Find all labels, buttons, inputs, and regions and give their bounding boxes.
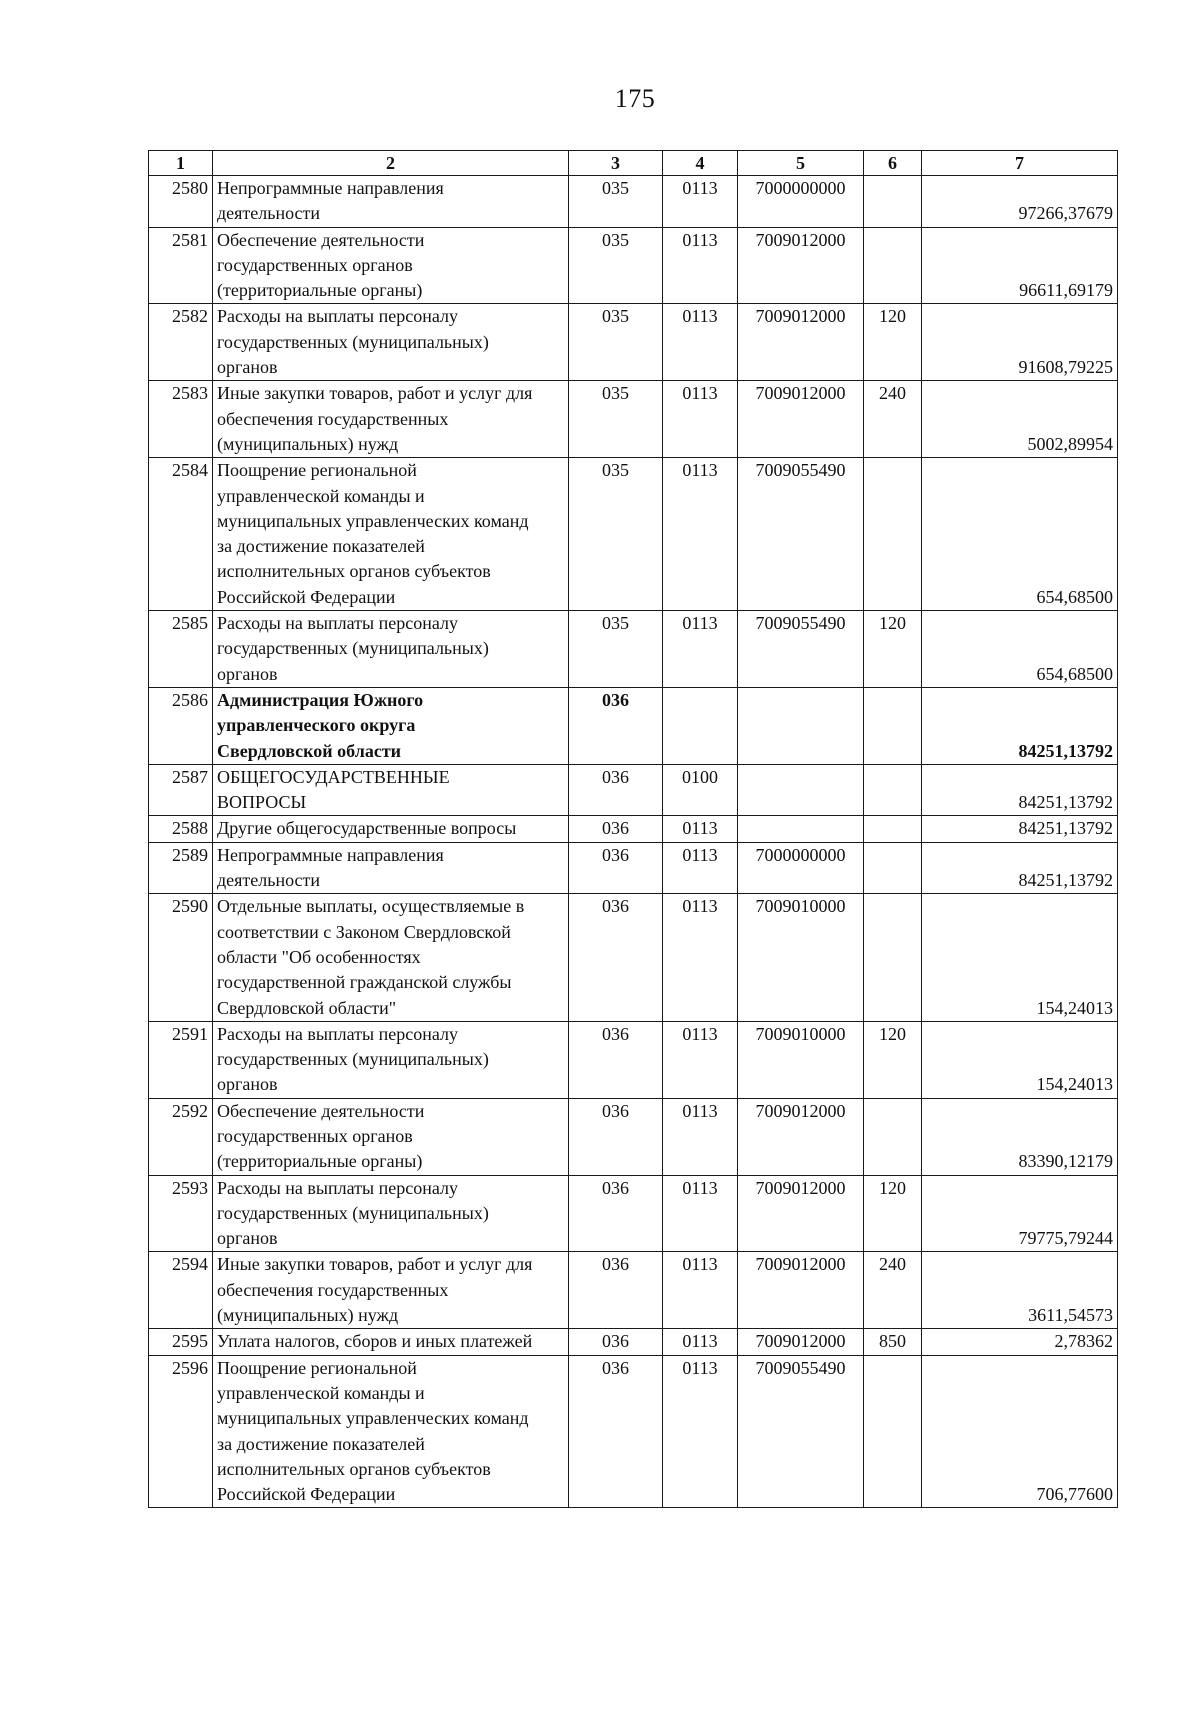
row-col3-text: 035	[602, 229, 629, 250]
row-col4-cell	[663, 458, 738, 611]
row-col3-cell	[569, 764, 663, 816]
row-number-cell	[149, 176, 213, 228]
row-col5-cell	[738, 842, 864, 894]
row-col5-text: 7009012000	[755, 383, 846, 404]
row-name-text: Расходы на выплаты персоналу государственных (муниципальных) органов	[217, 1177, 489, 1249]
row-name-cell	[213, 1355, 569, 1508]
row-col4-cell	[663, 1252, 738, 1329]
row-col3-text: 036	[602, 1357, 629, 1378]
row-number-text: 2590	[172, 896, 208, 917]
row-col4-text: 0113	[682, 383, 718, 404]
row-name-text: Расходы на выплаты персоналу государственных (муниципальных) органов	[217, 306, 489, 378]
table-row	[149, 611, 1118, 688]
row-col4-cell	[663, 764, 738, 816]
row-col6-cell	[864, 176, 922, 228]
row-col4-cell	[663, 1329, 738, 1355]
row-col4-cell	[663, 611, 738, 688]
row-name-cell	[213, 894, 569, 1021]
table-row	[149, 816, 1118, 842]
row-col4-cell	[663, 176, 738, 228]
header-col-5: 5	[738, 151, 864, 176]
table-row	[149, 1252, 1118, 1329]
row-col3-text: 036	[602, 818, 629, 839]
row-col5-text: 7000000000	[755, 844, 846, 865]
row-amount-cell	[922, 894, 1118, 1021]
row-col4-cell	[663, 304, 738, 381]
row-amount-text: 654,68500	[1036, 663, 1113, 684]
row-name-text: Непрограммные направления деятельности	[217, 844, 444, 891]
row-amount-text: 5002,89954	[1027, 433, 1113, 454]
row-col5-cell	[738, 1098, 864, 1175]
row-amount-cell	[922, 842, 1118, 894]
row-amount-text: 84251,13792	[1018, 792, 1113, 813]
row-col3-cell	[569, 458, 663, 611]
row-name-text: Поощрение региональной управленческой команды и муниципальных управленческих команд за достижение показателей исполнительных органов субъектов Российской Федерации	[217, 460, 529, 607]
row-col4-text: 0113	[682, 896, 718, 917]
row-col4-cell	[663, 816, 738, 842]
row-col6-cell	[864, 1355, 922, 1508]
row-col5-cell	[738, 894, 864, 1021]
table-row	[149, 894, 1118, 1021]
row-col3-text: 036	[602, 1254, 629, 1275]
row-amount-text: 96611,69179	[1019, 280, 1113, 301]
row-col6-text: 240	[879, 1254, 906, 1275]
row-col6-cell	[864, 842, 922, 894]
header-col-6: 6	[864, 151, 922, 176]
row-col3-text: 036	[602, 766, 629, 787]
row-col5-cell	[738, 1021, 864, 1098]
row-col3-cell	[569, 894, 663, 1021]
table-row	[149, 1329, 1118, 1355]
row-col3-text: 035	[602, 460, 629, 481]
page-number: 175	[614, 84, 656, 113]
row-col4-text: 0113	[682, 844, 718, 865]
row-amount-text: 706,77600	[1036, 1484, 1113, 1505]
row-name-text: ОБЩЕГОСУДАРСТВЕННЫЕ ВОПРОСЫ	[217, 766, 450, 813]
row-col6-cell	[864, 816, 922, 842]
row-col6-cell	[864, 458, 922, 611]
table-row	[149, 458, 1118, 611]
table-row	[149, 227, 1118, 304]
row-name-text: Администрация Южного управленческого округа Свердловской области	[217, 689, 424, 761]
row-number-text: 2583	[172, 383, 208, 404]
row-col3-cell	[569, 1329, 663, 1355]
row-amount-cell	[922, 764, 1118, 816]
row-name-cell	[213, 1252, 569, 1329]
row-number-text: 2581	[172, 229, 208, 250]
row-col5-text: 7009012000	[755, 306, 846, 327]
row-number-cell	[149, 1252, 213, 1329]
table-row	[149, 1355, 1118, 1508]
row-col4-cell	[663, 842, 738, 894]
row-col3-text: 036	[602, 1331, 629, 1352]
row-col6-text: 120	[879, 613, 906, 634]
row-col4-cell	[663, 1021, 738, 1098]
row-amount-text: 79775,79244	[1018, 1228, 1113, 1249]
row-amount-cell	[922, 1355, 1118, 1508]
row-number-cell	[149, 1098, 213, 1175]
row-name-cell	[213, 458, 569, 611]
header-col-3: 3	[569, 151, 663, 176]
row-number-cell	[149, 227, 213, 304]
row-number-text: 2586	[172, 689, 208, 710]
row-name-cell	[213, 1329, 569, 1355]
row-col3-text: 035	[602, 613, 629, 634]
row-amount-cell	[922, 1098, 1118, 1175]
row-amount-text: 2,78362	[1054, 1331, 1113, 1352]
row-col5-text: 7009012000	[755, 1254, 846, 1275]
row-col3-text: 036	[602, 689, 629, 710]
row-name-cell	[213, 1098, 569, 1175]
row-amount-cell	[922, 176, 1118, 228]
row-amount-text: 91608,79225	[1018, 357, 1113, 378]
row-col3-cell	[569, 687, 663, 764]
row-amount-cell	[922, 1252, 1118, 1329]
table-row	[149, 764, 1118, 816]
row-col5-text: 7009012000	[755, 1331, 846, 1352]
row-number-text: 2585	[172, 613, 208, 634]
row-col5-cell	[738, 764, 864, 816]
row-col3-cell	[569, 227, 663, 304]
row-col4-cell	[663, 687, 738, 764]
row-number-text: 2595	[172, 1331, 208, 1352]
row-name-cell	[213, 764, 569, 816]
row-amount-cell	[922, 611, 1118, 688]
row-number-text: 2584	[172, 460, 208, 481]
row-amount-text: 84251,13792	[1018, 870, 1113, 891]
row-amount-text: 154,24013	[1036, 997, 1113, 1018]
row-col5-cell	[738, 1252, 864, 1329]
row-col5-text: 7009055490	[755, 460, 846, 481]
row-col6-cell	[864, 304, 922, 381]
row-col6-cell	[864, 1098, 922, 1175]
row-name-cell	[213, 816, 569, 842]
row-col6-cell	[864, 611, 922, 688]
row-name-text: Другие общегосударственные вопросы	[217, 818, 517, 839]
row-name-text: Обеспечение деятельности государственных органов (территориальные органы)	[217, 1100, 425, 1172]
row-amount-text: 83390,12179	[1018, 1151, 1113, 1172]
row-name-cell	[213, 176, 569, 228]
row-col6-cell	[864, 1329, 922, 1355]
row-amount-text: 154,24013	[1036, 1074, 1113, 1095]
row-col4-text: 0113	[682, 1100, 718, 1121]
row-col4-cell	[663, 894, 738, 1021]
row-col4-text: 0113	[682, 306, 718, 327]
row-col5-text: 7009012000	[755, 1177, 846, 1198]
row-name-text: Расходы на выплаты персоналу государственных (муниципальных) органов	[217, 1023, 489, 1095]
row-amount-cell	[922, 1021, 1118, 1098]
row-col3-text: 035	[602, 383, 629, 404]
row-number-text: 2587	[172, 766, 208, 787]
row-name-text: Расходы на выплаты персоналу государственных (муниципальных) органов	[217, 613, 489, 684]
row-name-text: Отдельные выплаты, осуществляемые в соответствии с Законом Свердловской области "Об особенностях государственной гражданской службы Свердловской области"	[217, 896, 525, 1018]
row-col5-cell	[738, 1329, 864, 1355]
row-col3-cell	[569, 381, 663, 458]
row-col6-text: 850	[879, 1331, 906, 1352]
row-col6-cell	[864, 1252, 922, 1329]
row-number-cell	[149, 764, 213, 816]
row-name-cell	[213, 1175, 569, 1252]
row-amount-cell	[922, 304, 1118, 381]
row-col6-cell	[864, 687, 922, 764]
row-amount-cell	[922, 381, 1118, 458]
row-number-text: 2593	[172, 1177, 208, 1198]
header-col-1: 1	[149, 151, 213, 176]
row-col4-cell	[663, 227, 738, 304]
row-number-text: 2582	[172, 306, 208, 327]
row-col3-cell	[569, 1252, 663, 1329]
row-col6-text: 120	[879, 306, 906, 327]
row-amount-cell	[922, 1175, 1118, 1252]
row-col5-text: 7009055490	[755, 613, 846, 634]
row-col6-cell	[864, 381, 922, 458]
row-col3-text: 036	[602, 1023, 629, 1044]
row-number-text: 2592	[172, 1100, 208, 1121]
row-col5-cell	[738, 687, 864, 764]
table-row	[149, 1175, 1118, 1252]
row-col3-text: 036	[602, 1177, 629, 1198]
row-col4-text: 0113	[682, 229, 718, 250]
row-name-cell	[213, 842, 569, 894]
row-number-cell	[149, 842, 213, 894]
row-col6-text: 120	[879, 1177, 906, 1198]
row-col3-cell	[569, 304, 663, 381]
row-number-cell	[149, 816, 213, 842]
table-row	[149, 304, 1118, 381]
table-row	[149, 381, 1118, 458]
row-col3-cell	[569, 816, 663, 842]
row-amount-cell	[922, 1329, 1118, 1355]
row-col5-cell	[738, 816, 864, 842]
row-name-text: Непрограммные направления деятельности	[217, 178, 444, 224]
row-col6-cell	[864, 1175, 922, 1252]
row-name-cell	[213, 611, 569, 688]
row-col5-text: 7009010000	[755, 1023, 846, 1044]
row-col3-text: 036	[602, 896, 629, 917]
row-col4-text: 0113	[682, 1177, 718, 1198]
row-col4-text: 0100	[682, 766, 718, 787]
table-row	[149, 687, 1118, 764]
row-amount-text: 84251,13792	[1018, 818, 1113, 839]
table-row	[149, 176, 1118, 228]
row-number-cell	[149, 687, 213, 764]
row-col3-text: 035	[602, 178, 629, 198]
row-col4-text: 0113	[682, 613, 718, 634]
row-number-text: 2588	[172, 818, 208, 839]
row-amount-text: 84251,13792	[1018, 740, 1113, 761]
row-name-cell	[213, 304, 569, 381]
row-col6-cell	[864, 227, 922, 304]
header-col-4: 4	[663, 151, 738, 176]
row-col5-cell	[738, 1355, 864, 1508]
row-col5-text: 7009010000	[755, 896, 846, 917]
row-amount-cell	[922, 816, 1118, 842]
budget-table	[148, 150, 1118, 1508]
row-col4-cell	[663, 1098, 738, 1175]
row-name-text: Поощрение региональной управленческой команды и муниципальных управленческих команд за достижение показателей исполнительных органов субъектов Российской Федерации	[217, 1357, 529, 1505]
row-col3-cell	[569, 1098, 663, 1175]
row-col4-cell	[663, 1175, 738, 1252]
row-name-text: Обеспечение деятельности государственных органов (территориальные органы)	[217, 229, 425, 301]
table-row	[149, 1021, 1118, 1098]
row-amount-text: 97266,37679	[1018, 203, 1113, 224]
row-amount-cell	[922, 227, 1118, 304]
row-col4-cell	[663, 1355, 738, 1508]
row-col3-cell	[569, 1021, 663, 1098]
header-col-2: 2	[213, 151, 569, 176]
row-amount-cell	[922, 687, 1118, 764]
row-col3-cell	[569, 611, 663, 688]
row-amount-text: 654,68500	[1036, 586, 1113, 607]
row-col5-cell	[738, 227, 864, 304]
row-col5-cell	[738, 458, 864, 611]
row-number-text: 2589	[172, 844, 208, 865]
header-col-7: 7	[922, 151, 1118, 176]
row-number-text: 2591	[172, 1023, 208, 1044]
row-col6-text: 240	[879, 383, 906, 404]
row-col5-cell	[738, 381, 864, 458]
row-name-cell	[213, 1021, 569, 1098]
table-row	[149, 1098, 1118, 1175]
row-col6-cell	[864, 894, 922, 1021]
row-col4-text: 0113	[682, 1331, 718, 1352]
row-amount-text: 3611,54573	[1028, 1305, 1113, 1326]
row-col3-text: 035	[602, 306, 629, 327]
row-name-cell	[213, 227, 569, 304]
row-col5-text: 7009012000	[755, 229, 846, 250]
row-number-text: 2596	[172, 1357, 208, 1378]
row-col4-text: 0113	[682, 460, 718, 481]
row-col5-cell	[738, 304, 864, 381]
row-col6-text: 120	[879, 1023, 906, 1044]
row-col5-text: 7000000000	[755, 178, 846, 198]
row-col5-text: 7009012000	[755, 1100, 846, 1121]
row-col4-text: 0113	[682, 1357, 718, 1378]
row-col6-cell	[864, 764, 922, 816]
row-name-text: Уплата налогов, сборов и иных платежей	[217, 1331, 533, 1352]
row-number-text: 2594	[172, 1254, 208, 1275]
row-name-text: Иные закупки товаров, работ и услуг для обеспечения государственных (муниципальных) нужд	[217, 383, 533, 454]
row-col5-cell	[738, 1175, 864, 1252]
row-col4-text: 0113	[682, 818, 718, 839]
row-name-cell	[213, 687, 569, 764]
row-col4-text: 0113	[682, 1254, 718, 1275]
row-col5-text: 7009055490	[755, 1357, 846, 1378]
row-number-cell	[149, 1175, 213, 1252]
row-name-text: Иные закупки товаров, работ и услуг для обеспечения государственных (муниципальных) нужд	[217, 1254, 533, 1326]
row-number-cell	[149, 458, 213, 611]
row-col3-cell	[569, 1355, 663, 1508]
row-amount-cell	[922, 458, 1118, 611]
row-col5-cell	[738, 176, 864, 228]
row-col4-text: 0113	[682, 1023, 718, 1044]
table-header-row	[149, 151, 1118, 176]
row-number-text: 2580	[172, 178, 208, 198]
table-row	[149, 842, 1118, 894]
row-number-cell	[149, 1329, 213, 1355]
row-col3-cell	[569, 842, 663, 894]
row-col3-cell	[569, 176, 663, 228]
row-number-cell	[149, 611, 213, 688]
row-col3-cell	[569, 1175, 663, 1252]
row-col3-text: 036	[602, 1100, 629, 1121]
row-col5-cell	[738, 611, 864, 688]
row-col4-text: 0113	[682, 178, 718, 198]
row-number-cell	[149, 1355, 213, 1508]
row-number-cell	[149, 1021, 213, 1098]
row-col4-cell	[663, 381, 738, 458]
row-number-cell	[149, 894, 213, 1021]
row-name-cell	[213, 381, 569, 458]
row-col3-text: 036	[602, 844, 629, 865]
row-number-cell	[149, 381, 213, 458]
row-col6-cell	[864, 1021, 922, 1098]
row-number-cell	[149, 304, 213, 381]
